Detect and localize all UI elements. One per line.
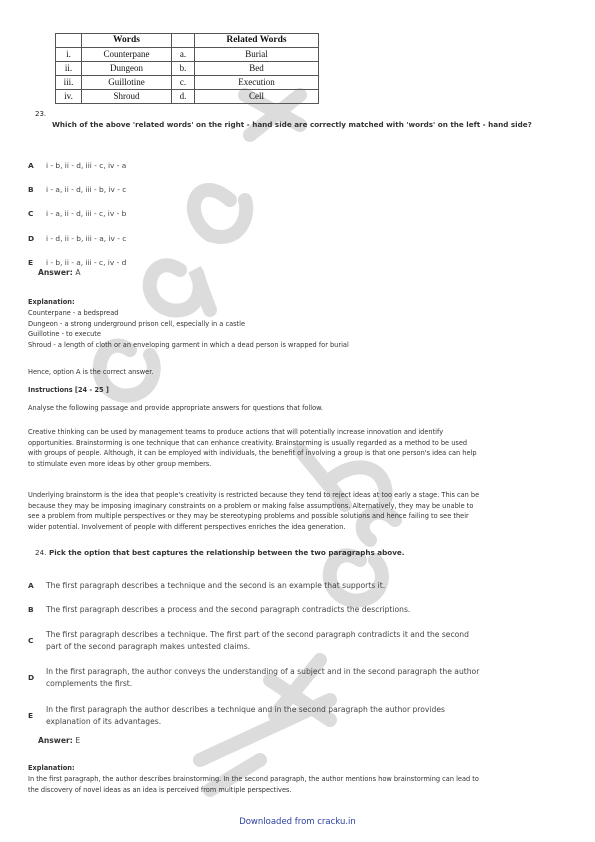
q23-option[interactable] xyxy=(28,201,126,220)
q24-option[interactable] xyxy=(28,604,566,616)
option-text-line: The first paragraph describes a technique. The first part of the second paragraph contradicts it and the second xyxy=(46,630,469,639)
table-cell-word: Counterpane xyxy=(82,48,172,62)
q23-number: 23. xyxy=(35,110,47,118)
text-line: Dungeon - a strong underground prison cell, especially in a castle xyxy=(28,319,246,328)
text-line: to stimulate even more ideas by other group members. xyxy=(28,459,212,468)
q24-explanation xyxy=(28,774,479,795)
q23-option[interactable] xyxy=(28,226,126,245)
option-text xyxy=(46,666,566,689)
q24-option[interactable] xyxy=(28,629,566,652)
option-text xyxy=(46,580,566,592)
option-text xyxy=(46,629,566,652)
option-letter: B xyxy=(28,185,34,194)
option-text-line: part of the second paragraph makes untested claims. xyxy=(46,641,251,651)
option-text-line: The first paragraph describes a technique and the second is an example that supports it. xyxy=(46,581,386,590)
table-cell-letter: a. xyxy=(172,48,195,62)
text-line: Guillotine - to execute xyxy=(28,330,101,338)
table-header-related: Related Words xyxy=(195,34,319,48)
q23-conclusion: Hence, option A is the correct answer. xyxy=(28,368,154,376)
passage-paragraph-1 xyxy=(28,427,573,469)
table-header-words: Words xyxy=(82,34,172,48)
table-cell-number: iii. xyxy=(56,76,82,90)
q24-answer-value: E xyxy=(75,736,81,745)
q23-explanation-label: Explanation: xyxy=(28,298,75,306)
instructions-text: Analyse the following passage and provide appropriate answers for questions that follow. xyxy=(28,404,324,412)
q23-question: Which of the above 'related words' on the right - hand side are correctly matched with 'words' on the left - hand side? xyxy=(52,120,532,129)
table-cell-letter: d. xyxy=(172,90,195,104)
option-text: i - b, ii - a, iii - c, iv - d xyxy=(46,258,127,267)
table-cell-number: iv. xyxy=(56,90,82,104)
text-line: see a problem from multiple perspectives or they may be stereotyping problems and possible solutions and hence failing to see their xyxy=(28,512,469,520)
table-cell-number: ii. xyxy=(56,62,82,76)
q23-explanation xyxy=(28,308,349,350)
table-header-row xyxy=(56,34,319,48)
q24-option[interactable] xyxy=(28,666,566,689)
text-line: the discovery of novel ideas as an idea is perceived from multiple perspectives. xyxy=(28,785,292,794)
table-header-blank xyxy=(172,34,195,48)
text-line: Underlying brainstorm is the idea that people's creativity is restricted because they tend to reject ideas at too early a stage. This can be xyxy=(28,491,480,499)
footer-link[interactable]: Downloaded from cracku.in xyxy=(239,817,356,827)
option-text-line: explanation of its advantages. xyxy=(46,716,162,726)
option-text-line: complements the first. xyxy=(46,678,133,688)
q24-question-line xyxy=(35,548,405,557)
option-text-line: In the first paragraph, the author conveys the understanding of a subject and in the second paragraph the author xyxy=(46,667,480,676)
q23-option[interactable] xyxy=(28,177,126,196)
option-text xyxy=(46,704,566,727)
table-cell-related: Execution xyxy=(195,76,319,90)
table-row xyxy=(56,62,319,76)
option-text: i - b, ii - d, iii - c, iv - a xyxy=(46,161,127,170)
q23-answer xyxy=(38,268,81,277)
option-letter: A xyxy=(28,581,34,591)
q23-answer-value: A xyxy=(75,268,81,277)
q24-number: 24. xyxy=(35,548,47,557)
table-cell-letter: b. xyxy=(172,62,195,76)
table-cell-related: Bed xyxy=(195,62,319,76)
option-letter: B xyxy=(28,605,34,615)
table-header-blank xyxy=(56,34,82,48)
text-line: Counterpane - a bedspread xyxy=(28,309,119,317)
word-match-table xyxy=(55,33,319,104)
option-letter: A xyxy=(28,161,34,170)
text-line: Creative thinking can be used by management teams to produce actions that will potentially increase innovation and identify xyxy=(28,428,444,436)
option-text: i - d, ii - b, iii - a, iv - c xyxy=(46,234,127,243)
q24-answer xyxy=(38,736,80,745)
table-cell-word: Dungeon xyxy=(82,62,172,76)
table-cell-related: Burial xyxy=(195,48,319,62)
table-row xyxy=(56,76,319,90)
option-letter: E xyxy=(28,711,34,720)
option-text-line: In the first paragraph the author describes a technique and in the second paragraph the author provides xyxy=(46,705,445,714)
table-cell-letter: c. xyxy=(172,76,195,90)
option-text xyxy=(46,604,566,616)
q23-option[interactable] xyxy=(28,153,126,172)
text-line: with groups of people. Although, it can be employed with individuals, the benefit of involving a group is that one person's idea can help xyxy=(28,449,477,457)
text-line: because they may be imposing imaginary constraints on a problem or making false assumptions. Alternatively, they may be unable to xyxy=(28,501,474,510)
q24-question: Pick the option that best captures the relationship between the two paragraphs above. xyxy=(48,548,405,557)
text-line: opportunities. Brainstorming is one technique that can enhance creativity. Brainstorming is usually regarded as a method to be used xyxy=(28,438,468,447)
q24-option[interactable] xyxy=(28,704,566,727)
option-letter: C xyxy=(28,636,34,645)
table-cell-number: i. xyxy=(56,48,82,62)
option-letter: E xyxy=(28,258,34,267)
table-row xyxy=(56,48,319,62)
q24-explanation-label: Explanation: xyxy=(28,764,75,772)
q23-answer-label: Answer: xyxy=(38,268,73,277)
q24-option[interactable] xyxy=(28,580,566,592)
table-cell-word: Shroud xyxy=(82,90,172,104)
option-letter: D xyxy=(28,234,35,243)
table-cell-word: Guillotine xyxy=(82,76,172,90)
text-line: wider potential. Involvement of people with different perspectives enriches the idea generation. xyxy=(28,522,346,531)
option-letter: D xyxy=(28,673,35,682)
passage-paragraph-2 xyxy=(28,490,573,532)
table-cell-related: Cell xyxy=(195,90,319,104)
option-text-line: The first paragraph describes a process and the second paragraph contradicts the descriptions. xyxy=(46,605,411,614)
text-line: In the first paragraph, the author describes brainstorming. In the second paragraph, the author mentions how brainstorming can lead to xyxy=(28,775,479,783)
q23-option[interactable] xyxy=(28,250,126,269)
option-letter: C xyxy=(28,209,34,218)
q24-answer-label: Answer: xyxy=(38,736,73,745)
option-text: i - a, ii - d, iii - c, iv - b xyxy=(46,209,127,218)
table-row xyxy=(56,90,319,104)
instructions-title: Instructions [24 - 25 ] xyxy=(28,386,109,394)
text-line: Shroud - a length of cloth or an enveloping garment in which a dead person is wrapped for burial xyxy=(28,340,349,349)
option-text: i - a, ii - d, iii - b, iv - c xyxy=(46,185,127,194)
